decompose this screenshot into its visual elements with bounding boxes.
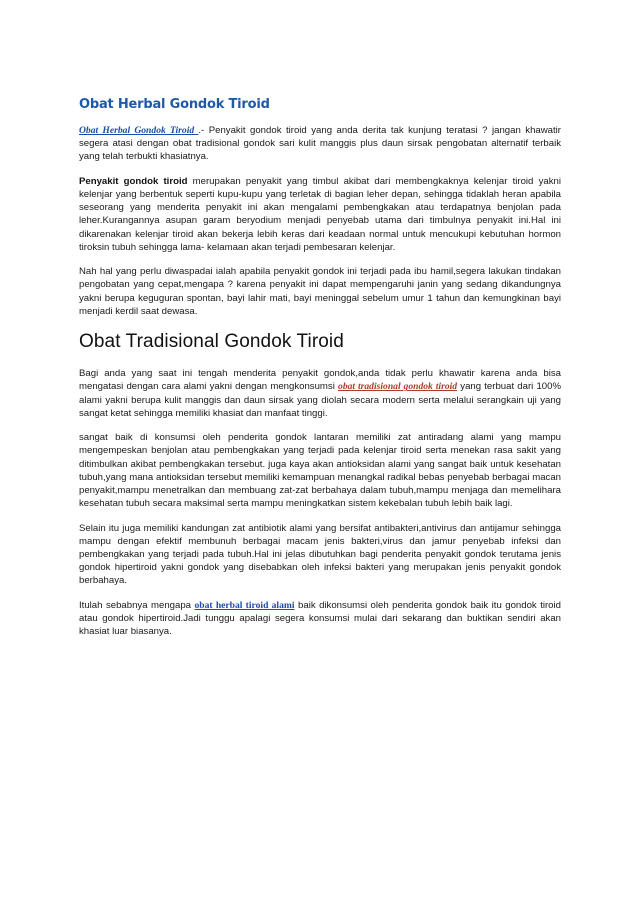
herbal-remedy-link[interactable]: obat herbal tiroid alami xyxy=(194,599,295,611)
paragraph-traditional xyxy=(79,367,561,420)
paragraph-conclusion xyxy=(79,599,561,639)
title-link[interactable]: Obat Herbal Gondok Tiroid xyxy=(79,124,199,136)
section-heading: Obat Tradisional Gondok Tiroid xyxy=(79,330,344,352)
bold-term: Penyakit gondok tiroid xyxy=(79,175,188,187)
document-content xyxy=(79,96,561,649)
page-title: Obat Herbal Gondok Tiroid xyxy=(79,97,270,112)
paragraph-definition xyxy=(79,175,561,254)
paragraph-antiinflammatory: sangat baik di konsumsi oleh penderita gondok lantaran memiliki zat antiradang alami yang mampu mengempeskan benjolan atau pembengkakan yang terjadi pada kelenjar tiroid serta menekan rasa sakit yang ditimbulkan akibat pembengkakan tersebut. juga kaya akan antioksidan alami yang sangat baik untuk kesehatan tubuh,yang mana antioksidan tersebut memiliki kemampuan menangkal radikal bebas penyebab berbagai macan penyakit,mampu menetralkan dan membuang zat-zat berbahaya dalam tubuh,mampu menjaga dan memelihara kesehatan tubuh secara maksimal serta mampu meningkatkan sistem kekebalan tubuh lebih baik lagi. xyxy=(79,432,561,510)
paragraph-intro xyxy=(79,124,561,164)
paragraph-intro-text: .- Penyakit gondok tiroid yang anda derita tak kunjung teratasi ? jangan khawatir segera atasi dengan obat tradisional gondok sari kulit manggis plus daun sirsak pengobatan alternatif terbaik yang telah terbukti khasiatnya. xyxy=(79,124,561,163)
paragraph-definition-text: merupakan penyakit yang timbul akibat dari membengkaknya kelenjar tiroid yakni kelenjar yang berbentuk seperti kupu-kupu yang terletak di bagian leher depan, sehingga tidaklah heran apabila seseorang yang menderita penyakit ini akan mengalami pembengkakan atau terdapatnya benjolan pada leher.Kurangannya asupan garam beryodium menjadi penyebab utama dari timbulnya penyakit ini.Hal ini dikarenakan kelenjar tiroid akan bekerja lebih keras dari keadaan normal untuk mencukupi kebutuhan hormon tiroksin tubuh sehingga lama- kelamaan akan terjadi pembesaran kelenjar. xyxy=(79,175,561,253)
traditional-remedy-link[interactable]: obat tradisional gondok tiroid xyxy=(338,381,458,393)
paragraph-conclusion-post: baik dikonsumsi oleh penderita gondok baik itu gondok tiroid atau gondok hipertiroid.Jadi tunggu apalagi segera konsumsi mulai dari sekarang dan buktikan sendiri akan khasiat luar biasanya. xyxy=(79,599,561,638)
paragraph-conclusion-pre: Itulah sebabnya mengapa xyxy=(79,599,195,611)
paragraph-antibiotic: Selain itu juga memiliki kandungan zat antibiotik alami yang bersifat antibakteri,antivirus dan antijamur sehingga mampu dengan efektif membunuh berbagai macam jenis bakteri,virus dan jamur penyebab infeksi dan pembengkakan yang terjadi pada tubuh.Hal ini jelas dibutuhkan bagi penderita penyakit gondok terutama jenis gondok hipertiroid yakni gondok yang disebabkan oleh infeksi bakteri yang merupakan jenis penyakit gondok berbahaya. xyxy=(79,522,561,587)
paragraph-traditional-pre: Bagi anda yang saat ini tengah menderita penyakit gondok,anda tidak perlu khawatir karena anda bisa mengatasi dengan cara alami yakni dengan mengkonsumsi xyxy=(79,368,561,393)
paragraph-traditional-post: yang terbuat dari 100% alami yakni berupa kulit manggis dan daun sirsak yang diolah secara modern serta melalui serangkain uji yang sangat ketat sehingga memiliki khasiat dan manfaat tinggi. xyxy=(79,381,561,419)
paragraph-pregnancy: Nah hal yang perlu diwaspadai ialah apabila penyakit gondok ini terjadi pada ibu hamil,segera lakukan tindakan pengobatan yang cepat,mengapa ? karena penyakit ini dapat mempengaruhi janin yang sedang dikandungnya yakni berupa keguguran spontan, bayi lahir mati, bayi meninggal sebelum umur 1 tahun dan kemungkinan bayi menjadi kerdil saat dewasa. xyxy=(79,266,561,317)
